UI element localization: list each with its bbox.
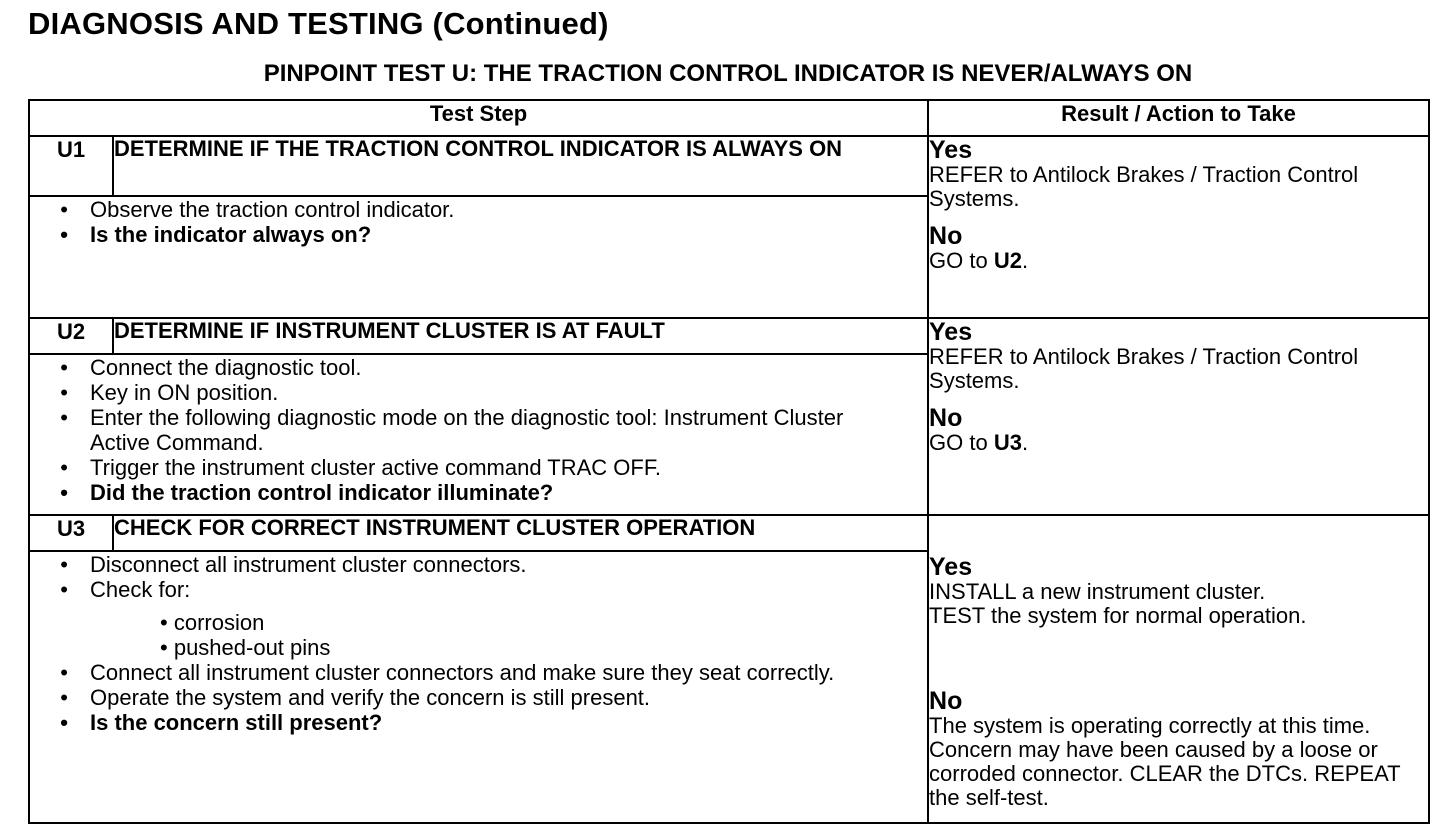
step-u1-result (928, 136, 1429, 318)
yes-label: Yes (929, 553, 973, 581)
no-action-suffix: . (1021, 430, 1029, 455)
instruction-text: Operate the system and verify the concern is still present. (90, 685, 651, 710)
sub-list-item (160, 635, 927, 660)
no-action-suffix: . (1021, 248, 1029, 273)
no-action-target: U2 (993, 248, 1022, 273)
no-action: The system is operating correctly at this time. Concern may have been caused by a loose or corroded connector. CLEAR the DTCs. REPEAT the self-test. (929, 713, 1401, 810)
bullet-icon: • (60, 455, 68, 480)
sub-list-item (160, 610, 927, 635)
step-u2-result (928, 318, 1429, 515)
instruction-question: Is the indicator always on? (90, 222, 372, 247)
no-label: No (929, 404, 963, 432)
step-id: U3 (29, 515, 113, 551)
list-item (30, 405, 927, 455)
no-action-prefix: GO to (929, 430, 994, 455)
sub-item-text: pushed-out pins (173, 635, 331, 660)
instruction-question: Is the concern still present? (90, 710, 383, 735)
header-result-action: Result / Action to Take (928, 100, 1429, 136)
list-item (30, 222, 927, 247)
bullet-icon: • (60, 577, 68, 602)
step-id: U1 (29, 136, 113, 196)
instruction-text: Check for: (90, 577, 191, 602)
list-item (30, 480, 927, 505)
no-action-target: U3 (993, 430, 1022, 455)
bullet-icon: • (160, 635, 168, 660)
step-u1-title-row (29, 136, 1429, 196)
no-action (929, 249, 1428, 273)
instruction-text: Observe the traction control indicator. (90, 197, 455, 222)
bullet-icon: • (60, 355, 68, 380)
bullet-icon: • (60, 197, 68, 222)
instruction-question: Did the traction control indicator illuminate? (90, 480, 554, 505)
bullet-icon: • (60, 405, 68, 430)
pinpoint-test-table (28, 99, 1430, 824)
yes-action-line: TEST the system for normal operation. (929, 603, 1307, 628)
no-label: No (929, 687, 963, 715)
list-item (30, 552, 927, 577)
yes-label: Yes (929, 136, 973, 164)
page-title: DIAGNOSIS AND TESTING (Continued) (28, 6, 609, 41)
list-item (30, 355, 927, 380)
list-item (30, 660, 927, 685)
bullet-icon: • (60, 685, 68, 710)
step-title: DETERMINE IF THE TRACTION CONTROL INDICATOR IS ALWAYS ON (113, 136, 928, 196)
list-item (30, 685, 927, 710)
instruction-text: Connect all instrument cluster connectors and make sure they seat correctly. (90, 660, 835, 685)
instruction-text: Enter the following diagnostic mode on the diagnostic tool: Instrument Cluster Active Command. (90, 405, 844, 455)
bullet-icon: • (60, 480, 68, 505)
instruction-text: Connect the diagnostic tool. (90, 355, 362, 380)
bullet-icon: • (60, 222, 68, 247)
yes-action: REFER to Antilock Brakes / Traction Control Systems. (929, 162, 1359, 211)
yes-action: REFER to Antilock Brakes / Traction Control Systems. (929, 344, 1359, 393)
list-item (30, 577, 927, 602)
step-u3-result (928, 515, 1429, 823)
yes-action-line: INSTALL a new instrument cluster. (929, 579, 1266, 604)
list-item (30, 380, 927, 405)
no-label: No (929, 222, 963, 250)
list-item (30, 455, 927, 480)
step-title: CHECK FOR CORRECT INSTRUMENT CLUSTER OPERATION (113, 515, 928, 551)
list-item (30, 197, 927, 222)
bullet-icon: • (60, 380, 68, 405)
instruction-text: Trigger the instrument cluster active command TRAC OFF. (90, 455, 661, 480)
instruction-text: Disconnect all instrument cluster connectors. (90, 552, 527, 577)
sub-item-text: corrosion (173, 610, 265, 635)
no-action (929, 431, 1428, 455)
step-instructions (29, 354, 928, 515)
no-action-prefix: GO to (929, 248, 994, 273)
pinpoint-test-title: PINPOINT TEST U: THE TRACTION CONTROL INDICATOR IS NEVER/ALWAYS ON (263, 60, 1193, 87)
sub-list (30, 610, 927, 660)
step-u2-title-row (29, 318, 1429, 354)
instruction-text: Key in ON position. (90, 380, 279, 405)
step-instructions (29, 551, 928, 823)
bullet-icon: • (60, 552, 68, 577)
list-item (30, 710, 927, 735)
step-instructions (29, 196, 928, 318)
bullet-icon: • (60, 710, 68, 735)
bullet-icon: • (160, 610, 168, 635)
yes-label: Yes (929, 318, 973, 346)
step-title: DETERMINE IF INSTRUMENT CLUSTER IS AT FAULT (113, 318, 928, 354)
bullet-icon: • (60, 660, 68, 685)
step-u3-title-row (29, 515, 1429, 551)
header-test-step: Test Step (29, 100, 928, 136)
table-header-row (29, 100, 1429, 136)
step-id: U2 (29, 318, 113, 354)
